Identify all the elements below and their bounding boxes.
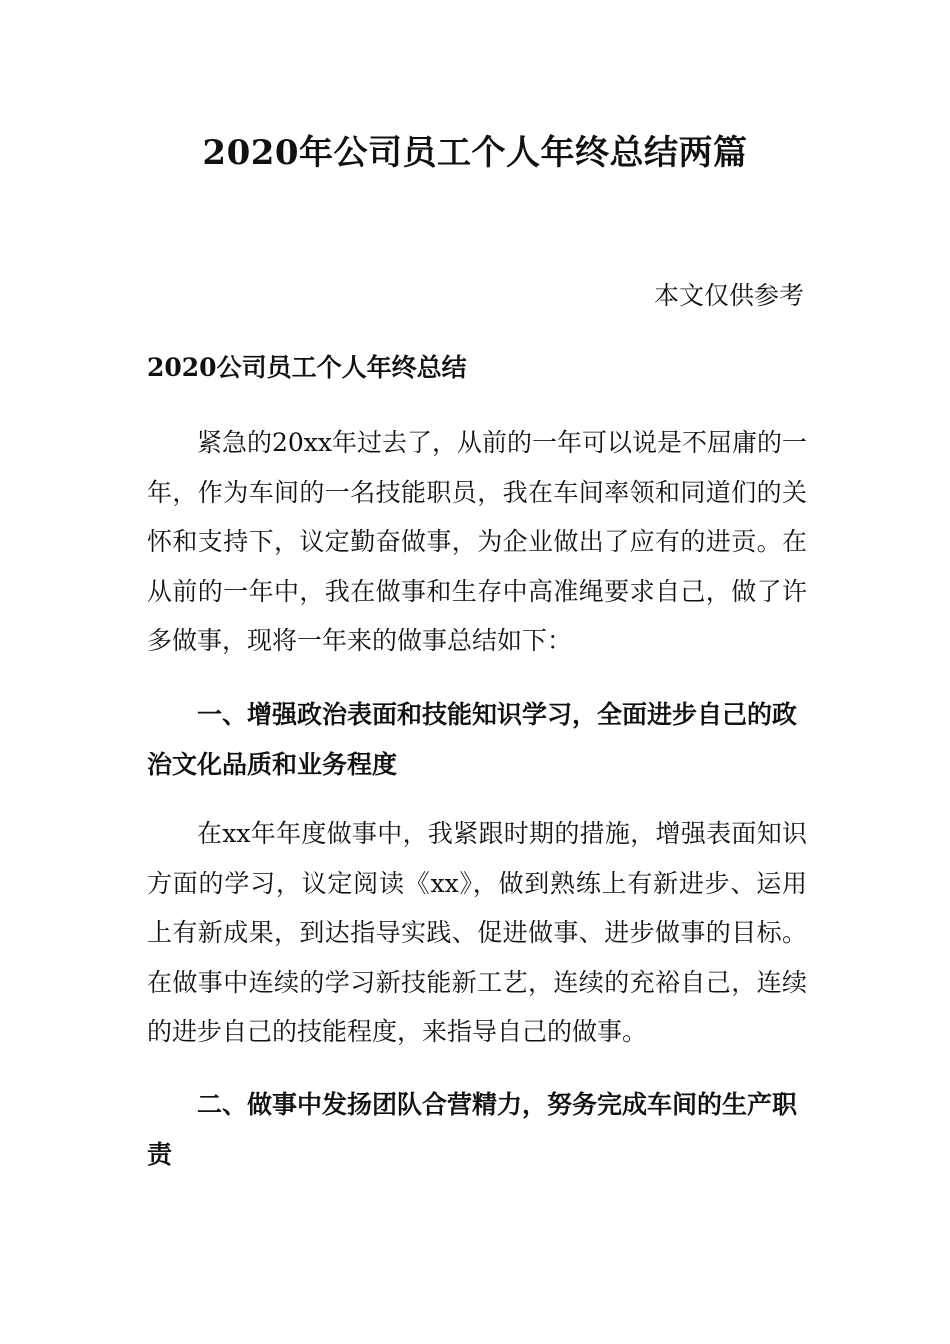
reference-note: 本文仅供参考 bbox=[653, 281, 804, 310]
section-title: 2020公司员工个人年终总结 bbox=[147, 353, 467, 382]
body-paragraph: 在xx年年度做事中，我紧跟时期的措施，增强表面知识方面的学习，议定阅读《xx》，做到熟练上有新进步、运用上有新成果，到达指导实践、促进做事、进步做事的目标。在做事中连续的学习新技能新工艺，连续的充裕自己，连续的进步自己的技能程度，来指导自己的做事。 bbox=[147, 819, 807, 1047]
heading-two: 二、做事中发扬团队合营精力，努务完成车间的生产职责 bbox=[147, 1090, 798, 1169]
document-title: 2020年公司员工个人年终总结两篇 bbox=[202, 133, 748, 173]
intro-paragraph: 紧急的20xx年过去了，从前的一年可以说是不屈庸的一年，作为车间的一名技能职员，我在车间率领和同道们的关怀和支持下，议定勤奋做事，为企业做出了应有的进贡。在从前的一年中，我在做事和生存中高准绳要求自己，做了许多做事，现将一年来的做事总结如下： bbox=[147, 428, 808, 656]
heading-one: 一、增强政治表面和技能知识学习，全面进步自己的政治文化品质和业务程度 bbox=[147, 700, 798, 779]
